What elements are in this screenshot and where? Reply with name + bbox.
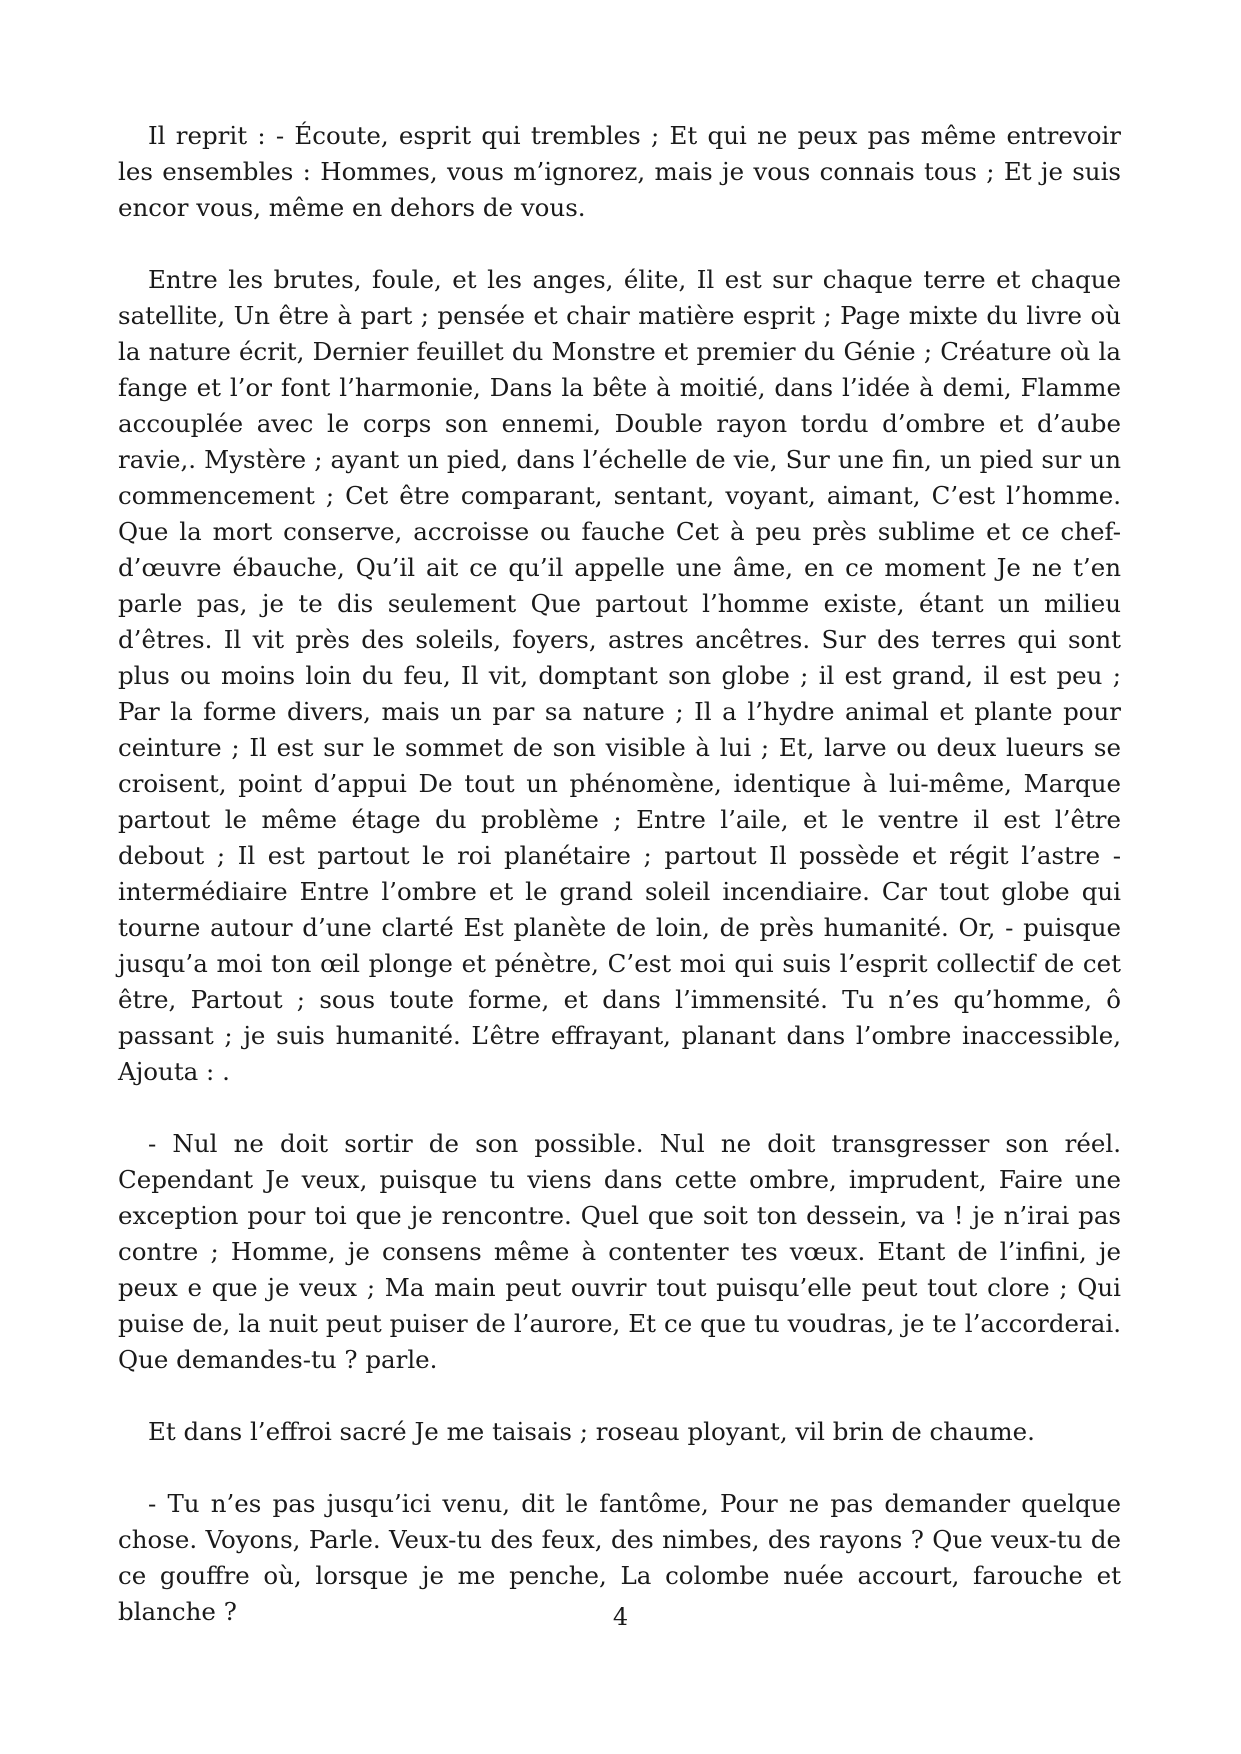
paragraph-4: Et dans l’effroi sacré Je me taisais ; roseau ployant, vil brin de chaume. (148, 1417, 1035, 1446)
paragraph-2: Entre les brutes, foule, et les anges, élite, Il est sur chaque terre et chaque satellite, Un être à part ; pensée et chair matière esprit ; Page mixte du livre où la nature écrit, Dernier feuillet du Monstre et premier du Génie ; Créature où la fange et l’or font l’harmonie, Dans la bête à moitié, dans l’idée à demi, Flamme accouplée avec le corps son ennemi, Double rayon tordu d’ombre et d’aube ravie,. Mystère ; ayant un pied, dans l’échelle de vie, Sur une fin, un pied sur un commencement ; Cet être comparant, sentant, voyant, aimant, C’est l’homme. Que la mort conserve, accroisse ou fauche Cet à peu près sublime et ce chef-d’œuvre ébauche, Qu’il ait ce qu’il appelle une âme, en ce moment Je ne t’en parle pas, je te dis seulement Que partout l’homme existe, étant un milieu d’êtres. Il vit près des soleils, foyers, astres ancêtres. Sur des terres qui sont plus ou moins loin du feu, Il vit, domptant son globe ; il est grand, il est peu ; Par la forme divers, mais un par sa nature ; Il a l’hydre animal et plante pour ceinture ; Il est sur le sommet de son visible à lui ; Et, larve ou deux lueurs se croisent, point d’appui De tout un phénomène, identique à lui-même, Marque partout le même étage du problème ; Entre l’aile, et le ventre il est l’être debout ; Il est partout le roi planétaire ; partout Il possède et régit l’astre - intermédiaire Entre l’ombre et le grand soleil incendiaire. Car tout globe qui tourne autour d’une clarté Est planète de loin, de près humanité. Or, - puisque jusqu’a moi ton œil plonge et pénètre, C’est moi qui suis l’esprit collectif de cet être, Partout ; sous toute forme, et dans l’immensité. Tu n’es qu’homme, ô passant ; je suis humanité. L’être effrayant, planant dans l’ombre inaccessible, Ajouta : . (118, 265, 1121, 1086)
page-number: 4 (612, 1603, 629, 1631)
body-text (118, 118, 1121, 1666)
paragraph-1: Il reprit : - Écoute, esprit qui trembles ; Et qui ne peux pas même entrevoir les ensembles : Hommes, vous m’ignorez, mais je vous connais tous ; Et je suis encor vous, même en dehors de vous. (118, 121, 1121, 222)
paragraph-3: - Nul ne doit sortir de son possible. Nul ne doit transgresser son réel. Cependant Je veux, puisque tu viens dans cette ombre, imprudent, Faire une exception pour toi que je rencontre. Quel que soit ton dessein, va ! je n’irai pas contre ; Homme, je consens même à contenter tes vœux. Etant de l’infini, je peux e que je veux ; Ma main peut ouvrir tout puisqu’elle peut tout clore ; Qui puise de, la nuit peut puiser de l’aurore, Et ce que tu voudras, je te l’accorderai. Que demandes-tu ? parle. (118, 1129, 1121, 1374)
paragraph-5: - Tu n’es pas jusqu’ici venu, dit le fantôme, Pour ne pas demander quelque chose. Voyons, Parle. Veux-tu des feux, des nimbes, des rayons ? Que veux-tu de ce gouffre où, lorsque je me penche, La colombe nuée accourt, farouche et blanche ? (118, 1489, 1121, 1626)
